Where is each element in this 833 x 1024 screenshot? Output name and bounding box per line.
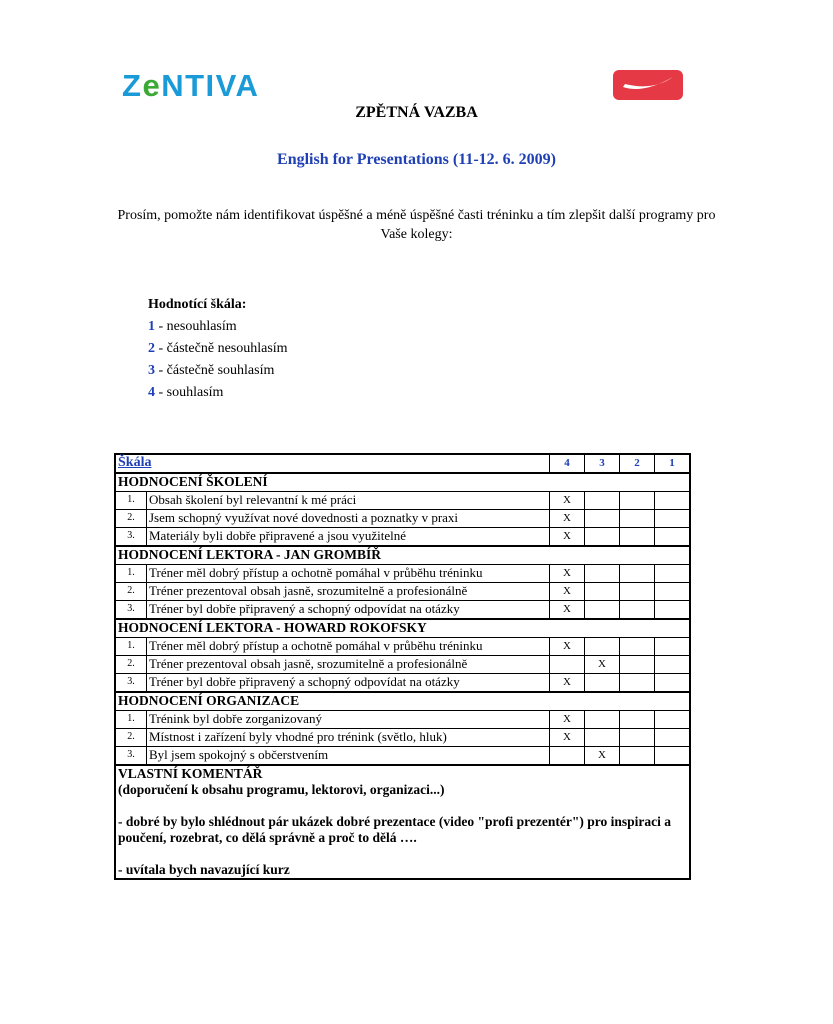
rating-cell (585, 711, 620, 729)
scale-heading: Hodnotící škála: (148, 297, 247, 312)
zentiva-logo (122, 70, 259, 102)
section-header-row (115, 619, 690, 638)
rating-cell: X (550, 565, 585, 583)
feedback-table (114, 453, 691, 880)
table-row (115, 711, 690, 729)
rating-cell (585, 565, 620, 583)
rating-cell (620, 674, 655, 693)
scale-item: 3 - částečně souhlasím (148, 363, 275, 378)
rating-cell (585, 492, 620, 510)
rating-cell (655, 674, 691, 693)
rating-cell (620, 711, 655, 729)
table-row (115, 492, 690, 510)
comment-hint: (doporučení k obsahu programu, lektorovi, organizaci...) (118, 782, 445, 797)
rating-cell: X (550, 492, 585, 510)
logo-letter: NTIVA (161, 68, 260, 103)
intro-text: Prosím, pomožte nám identifikovat úspěšné a méně úspěšné časti tréninku a tím zlepšit další programy pro Vaše kolegy: (117, 208, 716, 242)
question-text: Místnost i zařízení byly vhodné pro trénink (světlo, hluk) (147, 729, 550, 747)
table-row (115, 729, 690, 747)
section-header-row (115, 473, 690, 492)
comment-row (115, 765, 690, 879)
rating-cell (655, 528, 691, 547)
rating-cell (655, 711, 691, 729)
rating-cell (620, 729, 655, 747)
table-row (115, 674, 690, 693)
rating-cell (620, 510, 655, 528)
rating-cell (655, 638, 691, 656)
rating-cell (585, 674, 620, 693)
comment-line (118, 798, 687, 814)
row-number: 1. (115, 565, 147, 583)
comment-title: VLASTNÍ KOMENTÁŘ (118, 766, 263, 781)
comment-line: - uvítala bych navazující kurz (118, 862, 290, 877)
rating-cell (620, 492, 655, 510)
column-header: 4 (550, 454, 585, 473)
rating-cell (655, 747, 691, 766)
section-header-row (115, 692, 690, 711)
scale-label: Škála (115, 454, 550, 473)
table-row (115, 565, 690, 583)
section-title: HODNOCENÍ LEKTORA - HOWARD ROKOFSKY (115, 619, 690, 638)
question-text: Tréner měl dobrý přístup a ochotně pomáhal v průběhu tréninku (147, 638, 550, 656)
section-title: HODNOCENÍ ORGANIZACE (115, 692, 690, 711)
rating-cell (655, 510, 691, 528)
rating-cell (620, 583, 655, 601)
column-header: 2 (620, 454, 655, 473)
rating-cell (585, 528, 620, 547)
question-text: Tréner prezentoval obsah jasně, srozumitelně a profesionálně (147, 583, 550, 601)
rating-cell: X (550, 711, 585, 729)
rating-cell (585, 601, 620, 620)
question-text: Obsah školení byl relevantní k mé práci (147, 492, 550, 510)
row-number: 3. (115, 747, 147, 766)
table-row (115, 638, 690, 656)
scale-item: 4 - souhlasím (148, 385, 224, 400)
rating-cell (585, 510, 620, 528)
question-text: Trénink byl dobře zorganizovaný (147, 711, 550, 729)
row-number: 1. (115, 711, 147, 729)
rating-cell (585, 729, 620, 747)
section-header-row (115, 546, 690, 565)
rating-cell: X (585, 656, 620, 674)
rating-cell: X (550, 528, 585, 547)
logo-letter: e (142, 68, 162, 103)
rating-cell (620, 747, 655, 766)
scale-item: 2 - částečně nesouhlasím (148, 341, 288, 356)
rating-cell (620, 638, 655, 656)
row-number: 2. (115, 583, 147, 601)
question-text: Byl jsem spokojný s občerstvením (147, 747, 550, 766)
section-title: HODNOCENÍ LEKTORA - JAN GROMBÍŘ (115, 546, 690, 565)
rating-cell (620, 656, 655, 674)
rating-cell: X (585, 747, 620, 766)
rating-cell (620, 601, 655, 620)
rating-cell (620, 528, 655, 547)
table-row (115, 528, 690, 547)
comment-line: - dobré by bylo shlédnout pár ukázek dobré prezentace (video "profi prezentér") pro inspiraci a poučení, rozebrat, co dělá správně a proč to dělá …. (118, 814, 671, 845)
question-text: Tréner měl dobrý přístup a ochotně pomáhal v průběhu tréninku (147, 565, 550, 583)
logo-letter: Z (122, 68, 143, 103)
column-header: 3 (585, 454, 620, 473)
row-number: 2. (115, 510, 147, 528)
comment-line (118, 846, 687, 862)
page-title: ZPĚTNÁ VAZBA (355, 104, 478, 121)
rating-cell (655, 729, 691, 747)
rating-cell: X (550, 638, 585, 656)
row-number: 3. (115, 528, 147, 547)
company-badge-icon (613, 70, 683, 100)
row-number: 2. (115, 729, 147, 747)
column-header: 1 (655, 454, 691, 473)
rating-cell (655, 565, 691, 583)
table-row (115, 510, 690, 528)
comment-box (115, 765, 690, 879)
row-number: 2. (115, 656, 147, 674)
row-number: 1. (115, 492, 147, 510)
rating-cell (655, 656, 691, 674)
rating-cell: X (550, 729, 585, 747)
rating-cell: X (550, 510, 585, 528)
question-text: Tréner byl dobře připravený a schopný odpovídat na otázky (147, 674, 550, 693)
rating-cell (550, 656, 585, 674)
rating-cell: X (550, 601, 585, 620)
row-number: 1. (115, 638, 147, 656)
rating-cell (655, 601, 691, 620)
row-number: 3. (115, 601, 147, 620)
table-row (115, 583, 690, 601)
rating-cell: X (550, 674, 585, 693)
question-text: Jsem schopný využívat nové dovednosti a poznatky v praxi (147, 510, 550, 528)
course-title: English for Presentations (11-12. 6. 2009) (277, 151, 556, 168)
scale-item: 1 - nesouhlasím (148, 319, 237, 334)
row-number: 3. (115, 674, 147, 693)
section-title: HODNOCENÍ ŠKOLENÍ (115, 473, 690, 492)
rating-cell (585, 638, 620, 656)
rating-cell (655, 492, 691, 510)
rating-scale (148, 294, 288, 404)
table-row (115, 601, 690, 620)
rating-cell (585, 583, 620, 601)
question-text: Materiály byli dobře připravené a jsou využitelné (147, 528, 550, 547)
rating-cell (655, 583, 691, 601)
rating-cell (620, 565, 655, 583)
table-row (115, 747, 690, 766)
table-row (115, 656, 690, 674)
scale-header-row (115, 454, 690, 473)
question-text: Tréner byl dobře připravený a schopný odpovídat na otázky (147, 601, 550, 620)
rating-cell: X (550, 583, 585, 601)
question-text: Tréner prezentoval obsah jasně, srozumitelně a profesionálně (147, 656, 550, 674)
rating-cell (550, 747, 585, 766)
